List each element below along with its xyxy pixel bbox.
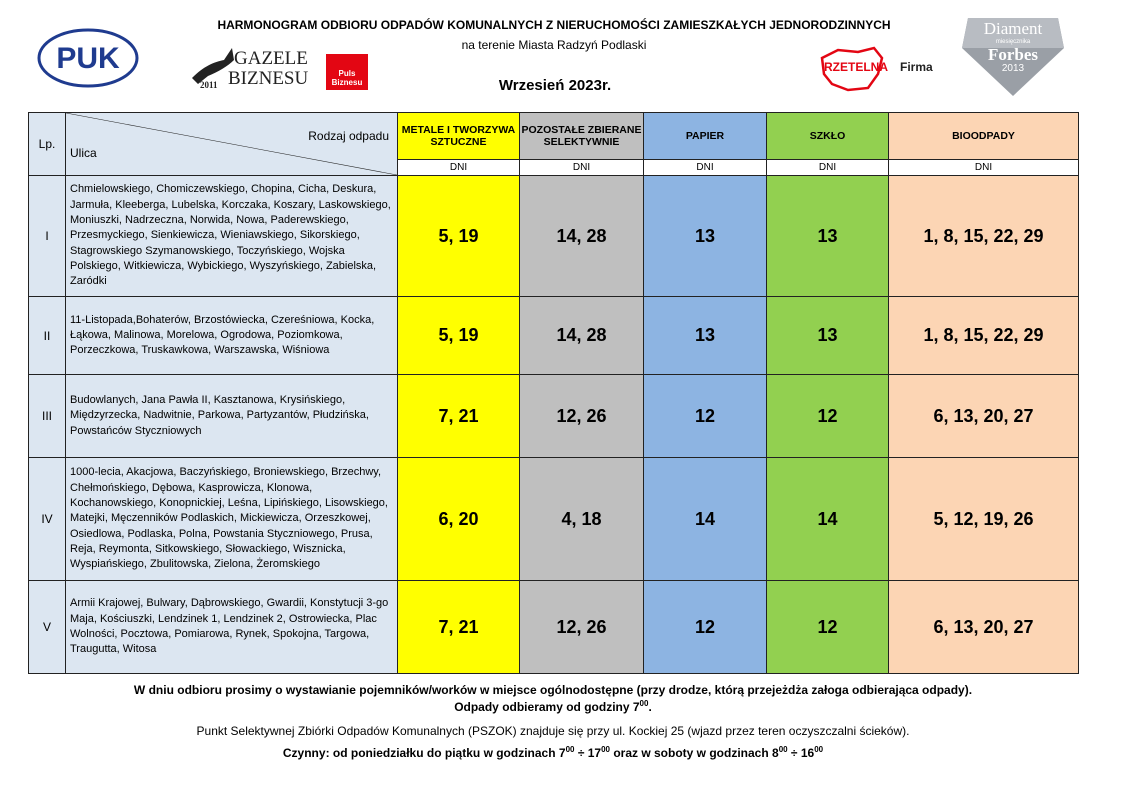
svg-text:Puls: Puls — [338, 69, 356, 78]
pozostale-days: 14, 28 — [520, 297, 644, 375]
row-number: I — [29, 176, 66, 297]
svg-text:Diament: Diament — [983, 19, 1043, 38]
document-title: HARMONOGRAM ODBIORU ODPADÓW KOMUNALNYCH Z NIERUCHOMOŚCI ZAMIESZKAŁYCH JEDNORODZINNYCH — [217, 18, 891, 32]
bio-days: 6, 13, 20, 27 — [889, 581, 1079, 674]
row-number: V — [29, 581, 66, 674]
svg-text:BIZNESU: BIZNESU — [228, 68, 309, 89]
papier-days: 12 — [644, 375, 767, 458]
metale-days: 5, 19 — [398, 176, 520, 297]
table-row — [29, 581, 1079, 674]
pszok-hours: Czynny: od poniedziałku do piątku w godzinach $7^{00} \div 17^{00}$ oraz w soboty w godzinach $8^{00} \div 16^{00}$ — [282, 745, 824, 760]
street-type-header — [66, 113, 398, 176]
column-header-szklo: SZKŁO — [767, 113, 889, 160]
szklo-days: 13 — [767, 176, 889, 297]
papier-days: 14 — [644, 458, 767, 581]
table-row — [29, 375, 1079, 458]
dni-label: DNI — [767, 160, 889, 176]
svg-text:Biznesu: Biznesu — [331, 78, 363, 87]
svg-text:GAZELE: GAZELE — [234, 48, 308, 69]
column-header-pozostale: POZOSTAŁE ZBIERANE SELEKTYWNIE — [520, 113, 644, 160]
metale-days: 7, 21 — [398, 375, 520, 458]
svg-text:RZETELNA: RZETELNA — [824, 60, 888, 74]
pozostale-days: 12, 26 — [520, 581, 644, 674]
svg-text:2011: 2011 — [200, 80, 218, 90]
svg-text:miesięcznika: miesięcznika — [995, 39, 1031, 45]
schedule-month: Wrzesień 2023r. — [498, 77, 612, 94]
bio-days: 5, 12, 19, 26 — [889, 458, 1079, 581]
document-subtitle: na terenie Miasta Radzyń Podlaski — [461, 38, 647, 52]
table-row — [29, 458, 1079, 581]
table-row — [29, 176, 1079, 297]
schedule-table — [28, 112, 1079, 674]
dni-label: DNI — [889, 160, 1079, 176]
bio-days: 1, 8, 15, 22, 29 — [889, 176, 1079, 297]
table-header-row — [29, 113, 1079, 160]
forbes-diament-logo — [960, 12, 1066, 98]
pozostale-days: 12, 26 — [520, 375, 644, 458]
street-list: Budowlanych, Jana Pawła II, Kasztanowa, Krysińskiego, Międzyrzecka, Nadwitnie, Parkowa, Partyzantów, Płudzińska, Powstańców Styczniowych — [66, 375, 398, 458]
row-number: IV — [29, 458, 66, 581]
row-number: III — [29, 375, 66, 458]
svg-text:2013: 2013 — [1001, 63, 1025, 74]
pozostale-days: 4, 18 — [520, 458, 644, 581]
metale-days: 5, 19 — [398, 297, 520, 375]
street-list: Chmielowskiego, Chomiczewskiego, Chopina, Cicha, Deskura, Jarmuła, Kleeberga, Lubelska, Korczaka, Koszary, Laskowskiego, Moniuszki, Nadrzeczna, Norwida, Nowa, Paderewskiego, Przesmyckiego, Sienkiewicza, Wieniawskiego, Sikorskiego, Stagrowskiego Szymanowskiego, Toczyńskiego, Wojska Polskiego, Witkiewicza, Wybickiego, Wyszyńskiego, Zabielska, Zaródki — [66, 176, 398, 297]
column-header-bio: BIOODPADY — [889, 113, 1079, 160]
svg-text:Firma: Firma — [900, 60, 933, 74]
column-header-metale: METALE I TWORZYWA SZTUCZNE — [398, 113, 520, 160]
metale-days: 7, 21 — [398, 581, 520, 674]
szklo-days: 13 — [767, 297, 889, 375]
metale-days: 6, 20 — [398, 458, 520, 581]
dni-label: DNI — [644, 160, 767, 176]
pozostale-days: 14, 28 — [520, 176, 644, 297]
papier-days: 12 — [644, 581, 767, 674]
szklo-days: 12 — [767, 581, 889, 674]
waste-type-label: Rodzaj odpadu — [308, 129, 389, 143]
street-list: 1000-lecia, Akacjowa, Baczyńskiego, Broniewskiego, Brzechwy, Chełmońskiego, Dębowa, Kasprowicza, Klonowa, Kochanowskiego, Konopnickiej, Leśna, Lipińskiego, Lisowskiego, Matejki, Męczenników Podlaskich, Mickiewicza, Orzeszkowej, Osiedlowa, Podlaska, Polna, Powstania Styczniowego, Prusa, Reja, Reymonta, Sitkowskiego, Słowackiego, Wisznicka, Wyspiańskiego, Zbulitowska, Zielona, Żeromskiego — [66, 458, 398, 581]
puk-logo-text: PUK — [56, 42, 120, 75]
svg-text:Forbes: Forbes — [987, 45, 1039, 64]
bio-days: 6, 13, 20, 27 — [889, 375, 1079, 458]
szklo-days: 12 — [767, 375, 889, 458]
papier-days: 13 — [644, 176, 767, 297]
bio-days: 1, 8, 15, 22, 29 — [889, 297, 1079, 375]
column-header-papier: PAPIER — [644, 113, 767, 160]
lp-header: Lp. — [29, 113, 66, 176]
street-list: 11-Listopada,Bohaterów, Brzostówiecka, Czereśniowa, Kocka, Łąkowa, Malinowa, Morelowa, Ogrodowa, Poziomkowa, Porzeczkowa, Truskawkowa, Warszawska, Wiśniowa — [66, 297, 398, 375]
dni-label: DNI — [398, 160, 520, 176]
puk-logo — [37, 28, 139, 88]
row-number: II — [29, 297, 66, 375]
pickup-time-notice: Odpady odbieramy od godziny $7^{00}$. — [454, 699, 652, 714]
dni-label: DNI — [520, 160, 644, 176]
street-list: Armii Krajowej, Bulwary, Dąbrowskiego, Gwardii, Konstytucji 3-go Maja, Kościuszki, Lendzinek 1, Lendzinek 2, Ostrowiecka, Plac Wolności, Pocztowa, Pomiarowa, Rynek, Spokojna, Targowa, Traugutta, Witosa — [66, 581, 398, 674]
street-label: Ulica — [70, 146, 97, 160]
pszok-location: Punkt Selektywnej Zbiórki Odpadów Komunalnych (PSZOK) znajduje się przy ul. Kockiej 25 (wjazd przez teren oczyszczalni ścieków). — [196, 724, 910, 738]
placement-notice: W dniu odbioru prosimy o wystawianie pojemników/worków w miejsce ogólnodostępne (przy drodze, którą przejeżdża załoga odbierająca odpady). — [133, 683, 973, 697]
table-row — [29, 297, 1079, 375]
papier-days: 13 — [644, 297, 767, 375]
szklo-days: 14 — [767, 458, 889, 581]
